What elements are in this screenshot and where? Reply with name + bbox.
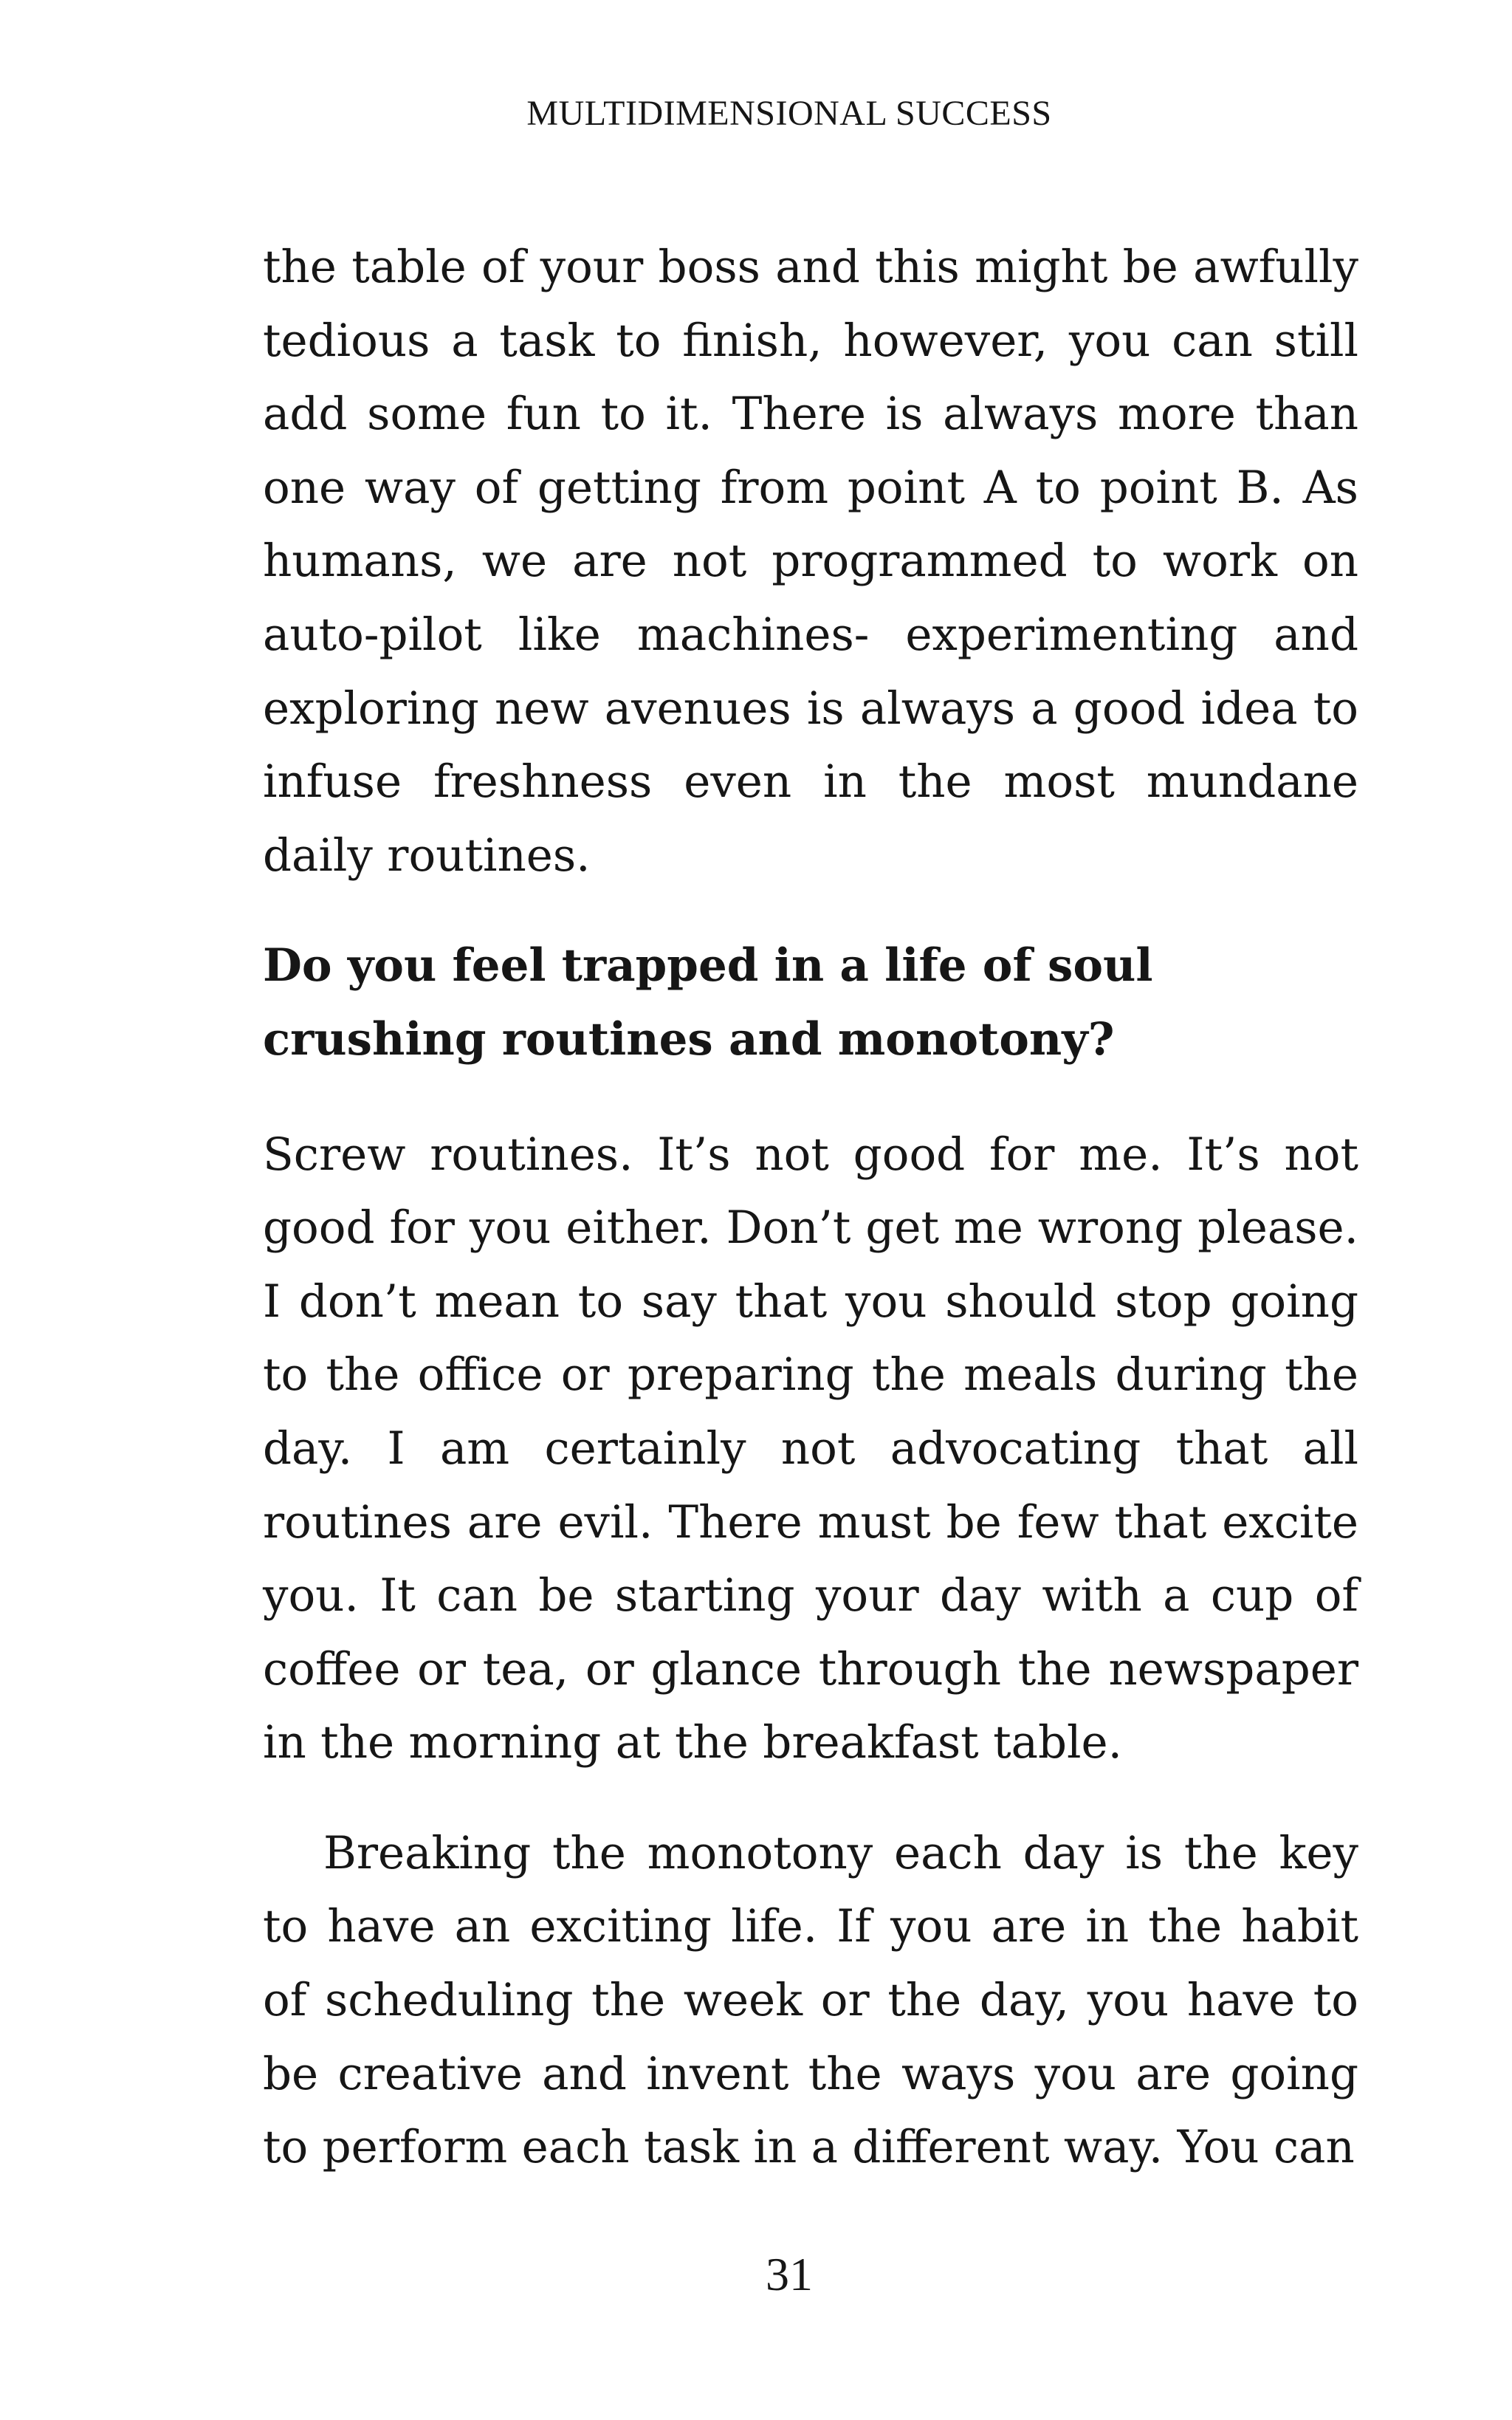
body-paragraph: the table of your boss and this might be awfully tedious a task to finish, however, you can still add some fun to it. There is always more than one way of getting from point A to point B. As humans, we are not programmed to work on auto-pilot like machines- experimenting and exploring new avenues is always a good idea to infuse freshness even in the most mundane daily routines. (263, 241, 1358, 882)
page-body (263, 230, 1358, 2184)
section-heading: Do you feel trapped in a life of soul crushing routines and monotony? (263, 939, 1153, 1066)
body-paragraph: Breaking the monotony each day is the key to have an exciting life. If you are in the habit of scheduling the week or the day, you have to be creative and invent the ways you are going to perform each task in a different way. You can (263, 1826, 1358, 2174)
body-paragraph: Screw routines. It’s not good for me. It’s not good for you either. Don’t get me wrong please. I don’t mean to say that you should stop going to the office or preparing the meals during the day. I am certainly not advocating that all routines are evil. There must be few that excite you. It can be starting your day with a cup of coffee or tea, or glance through the newspaper in the morning at the breakfast table. (263, 1128, 1358, 1769)
page-number: 31 (766, 2248, 813, 2300)
running-header: MULTIDIMENSIONAL SUCCESS (526, 94, 1052, 133)
